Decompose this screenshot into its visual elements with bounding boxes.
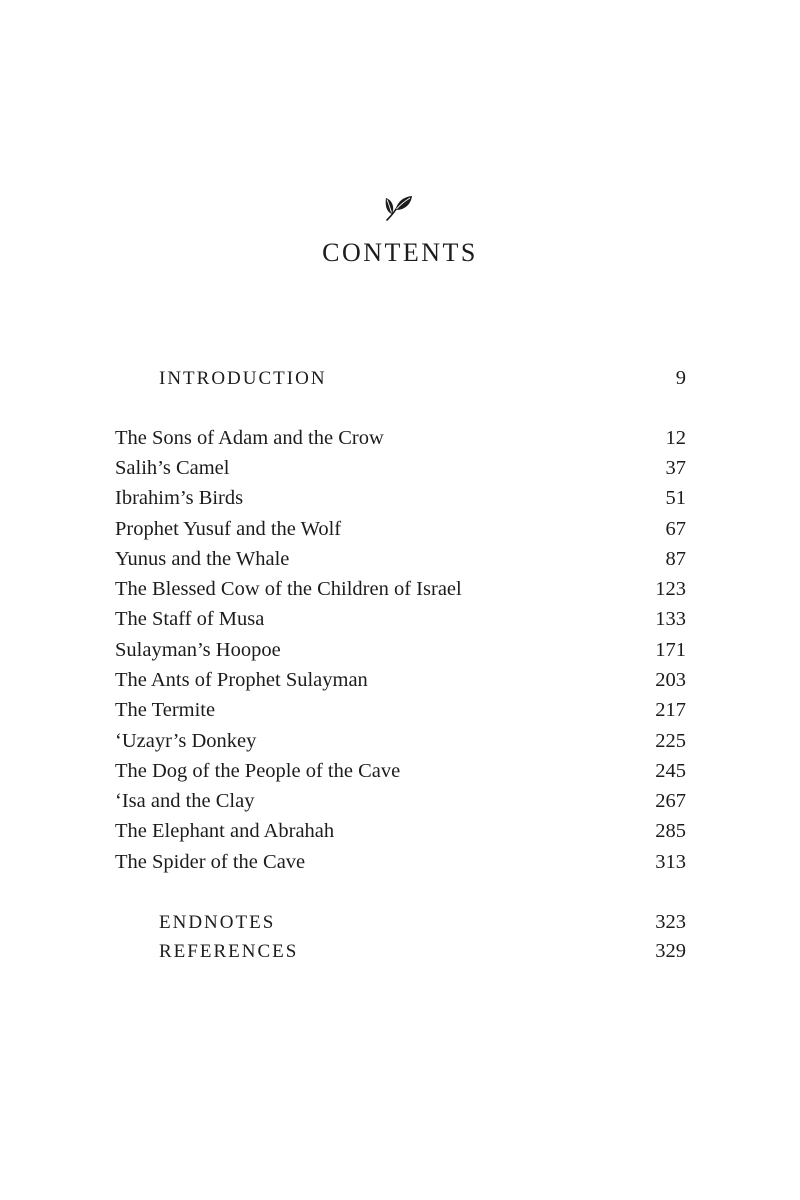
toc-entry-label: The Dog of the People of the Cave [115, 760, 401, 782]
toc-entry-page: 267 [655, 790, 686, 812]
toc-entry-label: Yunus and the Whale [115, 548, 290, 570]
toc-entry[interactable] [115, 423, 686, 453]
toc-entry[interactable] [115, 514, 686, 544]
toc-entry-label: ‘Uzayr’s Donkey [115, 730, 257, 752]
toc-entry[interactable] [115, 635, 686, 665]
toc-entry-introduction[interactable] [159, 363, 686, 393]
toc-entry-endnotes[interactable] [159, 907, 686, 937]
leaf-sprig-icon [384, 193, 414, 223]
toc-entry-label: The Ants of Prophet Sulayman [115, 669, 368, 691]
toc-entry-label: Salih’s Camel [115, 457, 230, 479]
toc-entry-page: 329 [655, 940, 686, 962]
toc-entry[interactable] [115, 847, 686, 877]
toc-entry-page: 67 [665, 518, 686, 540]
toc-entry[interactable] [115, 756, 686, 786]
toc-entry-page: 245 [655, 760, 686, 782]
toc-entry[interactable] [115, 574, 686, 604]
toc-entry-label: The Sons of Adam and the Crow [115, 427, 384, 449]
toc-entry-page: 87 [665, 548, 686, 570]
toc-entry-page: 171 [655, 639, 686, 661]
toc-entry-label: REFERENCES [159, 941, 299, 962]
toc-entry-page: 12 [665, 427, 686, 449]
toc-entry[interactable] [115, 453, 686, 483]
toc-entry[interactable] [115, 483, 686, 513]
toc-entry-label: ‘Isa and the Clay [115, 790, 255, 812]
toc-entry-page: 323 [655, 911, 686, 933]
toc-entry-label: The Blessed Cow of the Children of Israel [115, 578, 462, 600]
toc-entry-label: Sulayman’s Hoopoe [115, 639, 281, 661]
toc-entry[interactable] [115, 816, 686, 846]
toc-entry-page: 51 [665, 487, 686, 509]
toc-entry-label: The Termite [115, 699, 216, 721]
toc-entry-page: 313 [655, 851, 686, 873]
toc-entry-page: 285 [655, 820, 686, 842]
toc-entry-page: 9 [675, 367, 686, 389]
toc-entry-label: The Spider of the Cave [115, 851, 306, 873]
toc-entry-references[interactable] [159, 936, 686, 966]
toc-entry[interactable] [115, 665, 686, 695]
toc-entry-label: ENDNOTES [159, 912, 276, 933]
toc-entry-page: 37 [665, 457, 686, 479]
toc-entry[interactable] [115, 726, 686, 756]
toc-entry[interactable] [115, 695, 686, 725]
toc-entry-page: 217 [655, 699, 686, 721]
toc-entry-label: The Staff of Musa [115, 608, 265, 630]
toc-entry-page: 225 [655, 730, 686, 752]
toc-entry-label: The Elephant and Abrahah [115, 820, 335, 842]
toc-entry[interactable] [115, 786, 686, 816]
toc-entry-page: 123 [655, 578, 686, 600]
page-title: CONTENTS [322, 238, 478, 267]
toc-entry[interactable] [115, 544, 686, 574]
toc-entry-label: INTRODUCTION [159, 368, 327, 389]
toc-entry[interactable] [115, 604, 686, 634]
toc-entry-label: Prophet Yusuf and the Wolf [115, 518, 342, 540]
toc-entry-page: 133 [655, 608, 686, 630]
toc-entry-page: 203 [655, 669, 686, 691]
toc-entry-label: Ibrahim’s Birds [115, 487, 244, 509]
